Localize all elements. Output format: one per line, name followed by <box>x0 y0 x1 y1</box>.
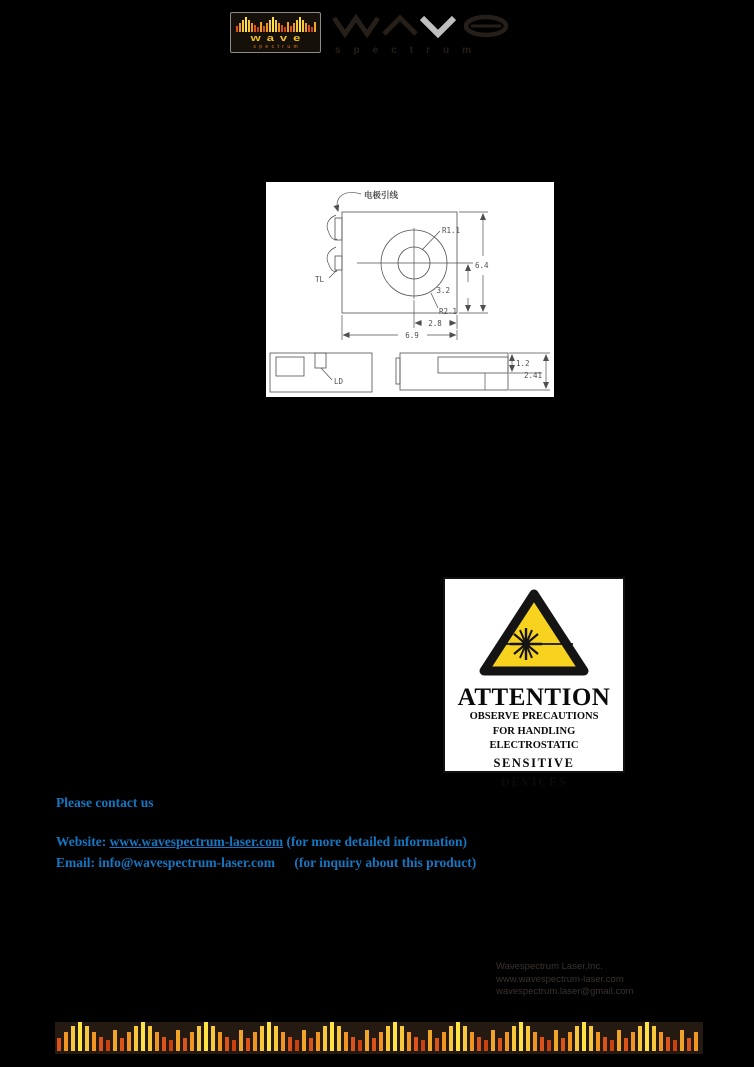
wave-bar <box>218 1032 222 1051</box>
wave-bar <box>269 20 271 32</box>
wave-bar <box>278 23 280 32</box>
wave-bar <box>442 1032 446 1051</box>
email-note: (for inquiry about this product) <box>294 855 477 870</box>
wave-bar <box>309 1038 313 1051</box>
wave-bar <box>260 1026 264 1051</box>
logo-subtitle: spectrum <box>253 44 302 50</box>
wave-bar <box>400 1026 404 1051</box>
waveform-footer-strip <box>55 1022 703 1054</box>
wave-bar <box>113 1030 117 1051</box>
wave-bar <box>302 20 304 32</box>
wave-bar <box>610 1040 614 1051</box>
wave-bar <box>197 1026 201 1051</box>
wave-bar <box>694 1032 698 1051</box>
wave-bar <box>134 1026 138 1051</box>
wave-bar <box>379 1032 383 1051</box>
wave-bar <box>393 1022 397 1051</box>
wave-bar <box>295 1040 299 1051</box>
wave-bar <box>575 1026 579 1051</box>
wordmark-subtitle: spectrum <box>335 45 485 56</box>
wave-bar <box>652 1026 656 1051</box>
wave-bar <box>211 1026 215 1051</box>
side-view-body <box>400 353 508 390</box>
wave-bar <box>638 1026 642 1051</box>
wave-bar <box>314 22 316 32</box>
center-height-dimension: 3.2 <box>436 286 450 295</box>
attention-title: ATTENTION <box>457 684 611 711</box>
wave-bar <box>242 20 244 32</box>
website-note: (for more detailed information) <box>286 834 468 849</box>
wave-bar <box>155 1032 159 1051</box>
wave-bar <box>106 1040 110 1051</box>
laser-warning-triangle-icon <box>476 584 592 680</box>
wave-bar <box>275 20 277 32</box>
wave-bar <box>311 27 313 32</box>
step-height-dimension: 1.2 <box>516 359 530 368</box>
wave-bar <box>64 1032 68 1051</box>
wave-bar <box>183 1038 187 1051</box>
company-info-block <box>496 961 633 999</box>
wave-chevron-letters-icon <box>330 13 512 41</box>
wave-bar <box>337 1026 341 1051</box>
wave-bar <box>463 1026 467 1051</box>
wave-bar <box>365 1030 369 1051</box>
wave-bar <box>505 1032 509 1051</box>
wave-bar <box>263 26 265 32</box>
wave-bar <box>372 1038 376 1051</box>
wave-bar <box>533 1032 537 1051</box>
wave-bar <box>308 25 310 32</box>
wave-bar <box>435 1038 439 1051</box>
wave-bar <box>519 1022 523 1051</box>
wave-bar <box>589 1026 593 1051</box>
wave-bar <box>232 1040 236 1051</box>
wave-bar <box>239 23 241 32</box>
wave-bar <box>498 1038 502 1051</box>
wave-bar <box>267 1022 271 1051</box>
wave-bar <box>526 1026 530 1051</box>
wave-bar <box>645 1022 649 1051</box>
email-label: Email: <box>56 855 95 870</box>
wave-bar <box>659 1032 663 1051</box>
wave-bar <box>302 1030 306 1051</box>
wave-bar <box>421 1040 425 1051</box>
wave-bar <box>281 1032 285 1051</box>
wave-bar <box>251 23 253 32</box>
wave-bar <box>293 23 295 32</box>
wave-bar <box>253 1032 257 1051</box>
wave-bar <box>491 1030 495 1051</box>
wave-bar <box>274 1026 278 1051</box>
wave-bar <box>351 1037 355 1051</box>
wave-bar <box>148 1026 152 1051</box>
logo-wordmark: wave <box>250 32 307 44</box>
wave-bar <box>330 1022 334 1051</box>
contact-heading: Please contact us <box>56 795 154 810</box>
wave-bar <box>631 1032 635 1051</box>
wave-bar <box>141 1022 145 1051</box>
wave-spectrum-wordmark <box>330 13 512 55</box>
wave-bar <box>484 1040 488 1051</box>
outer-radius-label: R2.1 <box>439 307 458 316</box>
website-label: Website: <box>56 834 107 849</box>
wave-bar <box>470 1032 474 1051</box>
wave-bar <box>236 26 238 32</box>
wave-bar <box>225 1037 229 1051</box>
front-view-body <box>342 212 457 313</box>
wave-bar <box>245 17 247 32</box>
wave-bar <box>323 1026 327 1051</box>
company-email: wavespectrum.laser@gmail.com <box>496 986 634 997</box>
equalizer-icon <box>236 16 316 32</box>
wave-bar <box>358 1040 362 1051</box>
wave-bar <box>57 1038 61 1051</box>
wave-bar <box>407 1032 411 1051</box>
wave-bar <box>260 22 262 32</box>
wave-bar <box>190 1032 194 1051</box>
wave-bar <box>386 1026 390 1051</box>
wave-bar <box>296 20 298 32</box>
company-name: Wavespectrum Laser,Inc. <box>496 961 603 972</box>
wave-bar <box>162 1037 166 1051</box>
wave-spectrum-logo-badge <box>230 12 321 53</box>
wave-bar <box>92 1032 96 1051</box>
email-line <box>56 855 476 871</box>
inner-radius-label: R1.1 <box>442 226 461 235</box>
wave-bar <box>246 1038 250 1051</box>
wave-bar <box>456 1022 460 1051</box>
wave-bar <box>316 1032 320 1051</box>
wave-bar <box>287 22 289 32</box>
wave-bar <box>344 1032 348 1051</box>
wave-bar <box>554 1030 558 1051</box>
electrode-lead-label: 电极引线 <box>364 191 399 201</box>
wave-bar <box>272 17 274 32</box>
wave-bar <box>582 1022 586 1051</box>
esd-attention-box <box>443 577 625 789</box>
wave-bar <box>596 1032 600 1051</box>
email-address: info@wavespectrum-laser.com <box>98 855 276 870</box>
wave-bar <box>449 1026 453 1051</box>
wave-bar <box>266 23 268 32</box>
esd-text-line: FOR HANDLING <box>492 725 576 737</box>
wave-bar <box>99 1037 103 1051</box>
wave-bar <box>540 1037 544 1051</box>
wave-bar <box>512 1026 516 1051</box>
wave-bar <box>85 1026 89 1051</box>
wave-bar <box>127 1032 131 1051</box>
wave-bar <box>568 1032 572 1051</box>
wave-bar <box>477 1037 481 1051</box>
width-dimension: 6.9 <box>405 331 419 340</box>
wave-bar <box>414 1037 418 1051</box>
wave-bar <box>428 1030 432 1051</box>
wave-bar <box>617 1030 621 1051</box>
wave-bar <box>299 17 301 32</box>
wave-bar <box>176 1030 180 1051</box>
wave-bar <box>281 25 283 32</box>
wave-bar <box>305 23 307 32</box>
esd-text-line: DEVICES <box>500 774 568 789</box>
website-line <box>56 834 476 850</box>
wave-bar <box>120 1038 124 1051</box>
esd-text-line: ELECTROSTATIC <box>489 740 579 751</box>
wave-bar <box>248 20 250 32</box>
esd-text-line: SENSITIVE <box>493 755 575 770</box>
wave-bar <box>290 26 292 32</box>
contact-section <box>56 795 476 876</box>
wave-bar <box>204 1022 208 1051</box>
wave-bar <box>71 1026 75 1051</box>
wave-bar <box>239 1030 243 1051</box>
esd-text-line: OBSERVE PRECAUTIONS <box>469 711 599 722</box>
side-height-dimension: 2.41 <box>524 371 543 380</box>
wave-bar <box>624 1038 628 1051</box>
wave-bar <box>288 1037 292 1051</box>
package-outline-drawing <box>266 182 554 397</box>
wave-bar <box>254 25 256 32</box>
company-website: www.wavespectrum-laser.com <box>496 973 624 985</box>
wave-bar <box>78 1022 82 1051</box>
center-width-dimension: 2.8 <box>428 319 442 328</box>
wave-bar <box>603 1037 607 1051</box>
tl-pin-label: TL <box>315 275 325 284</box>
height-dimension: 6.4 <box>475 261 489 270</box>
wave-bar <box>687 1038 691 1051</box>
ld-label: LD <box>334 377 344 386</box>
wave-bar <box>673 1040 677 1051</box>
wave-bar <box>666 1037 670 1051</box>
website-link[interactable]: www.wavespectrum-laser.com <box>109 834 284 849</box>
wave-bar <box>169 1040 173 1051</box>
wave-bar <box>561 1038 565 1051</box>
wave-bar <box>680 1030 684 1051</box>
bottom-view-body <box>270 353 372 392</box>
wave-bar <box>547 1040 551 1051</box>
